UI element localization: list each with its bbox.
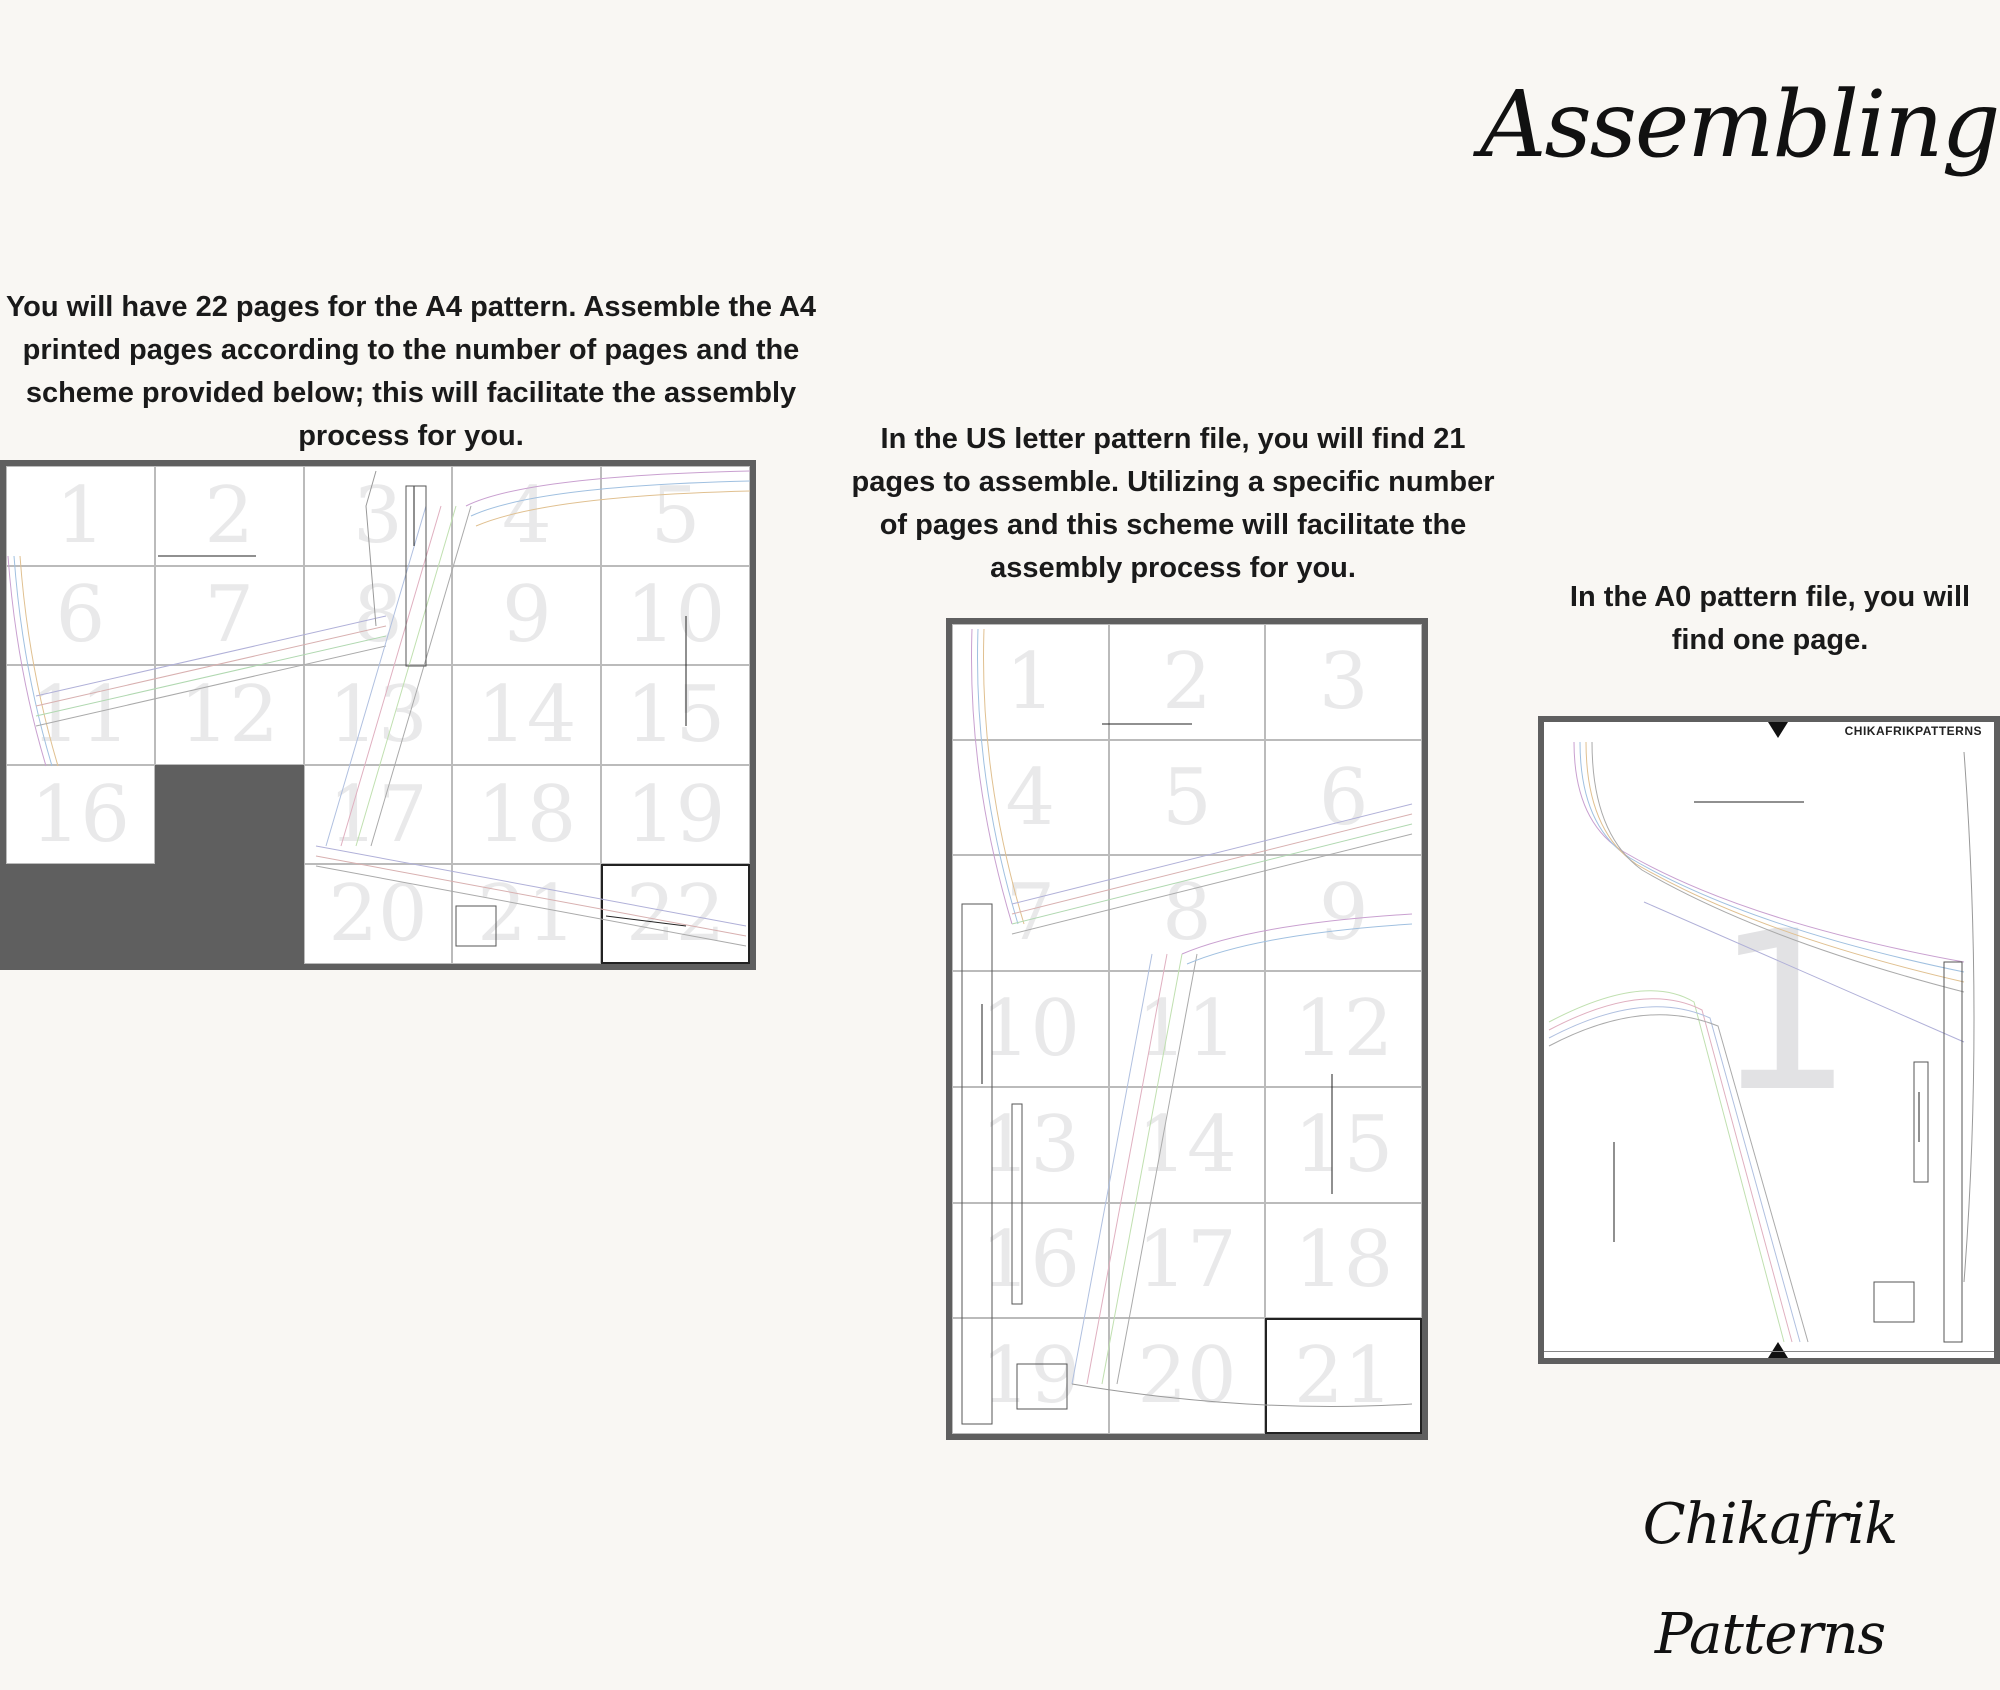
page-number: 6 — [55, 570, 106, 661]
assembly-page-tile — [952, 740, 1109, 856]
page-number: 12 — [179, 669, 279, 760]
assembly-page-tile — [601, 665, 750, 765]
us-letter-caption: In the US letter pattern file, you will find 21 pages to assemble. Utilizing a specific number of pages and this scheme will facilitate the assembly process for you. — [851, 423, 1495, 584]
assembly-page-tile — [6, 765, 155, 865]
assembly-page-tile — [1265, 740, 1422, 856]
page-number: 15 — [1294, 1099, 1394, 1190]
assembly-page-tile — [601, 765, 750, 865]
page-number: 18 — [477, 769, 577, 860]
page-number: 10 — [980, 983, 1080, 1074]
page-number: 9 — [1318, 868, 1369, 959]
brand-signature: Chikafrik Patterns — [1642, 1492, 1898, 1667]
assembly-page-tile — [1265, 1087, 1422, 1203]
page-number: 14 — [477, 669, 577, 760]
assembly-page-tile — [1109, 855, 1266, 971]
assembly-page-tile — [952, 1203, 1109, 1319]
a0-brand-label: CHIKAFRIKPATTERNS — [1844, 724, 1982, 738]
page-number: 6 — [1318, 752, 1369, 843]
assembly-page-tile — [1265, 624, 1422, 740]
assembly-page-tile — [1265, 1318, 1422, 1434]
assembly-page-tile — [601, 864, 750, 964]
assembly-page-tile — [452, 864, 601, 964]
page-number: 4 — [501, 470, 552, 561]
assembly-page-tile — [1265, 971, 1422, 1087]
page-number: 5 — [650, 470, 701, 561]
assembly-page-tile — [6, 566, 155, 666]
page-number: 8 — [353, 570, 403, 661]
a0-assembly-scheme — [1538, 716, 2000, 1364]
assembly-page-tile — [952, 1318, 1109, 1434]
page-number: 10 — [625, 570, 726, 661]
page-number: 20 — [1137, 1331, 1237, 1422]
assembly-page-tile — [1109, 740, 1266, 856]
page-number: 15 — [625, 669, 726, 760]
us-letter-assembly-scheme — [946, 618, 1428, 1440]
page-number: 17 — [328, 769, 428, 860]
assembly-page-tile — [952, 855, 1109, 971]
assembly-page-tile — [601, 466, 750, 566]
assembly-page-tile — [6, 665, 155, 765]
page-number: 19 — [980, 1331, 1080, 1422]
assembly-page-tile — [1109, 624, 1266, 740]
assembly-page-tile — [1109, 971, 1266, 1087]
assembly-page-tile — [1265, 855, 1422, 971]
page-number: 4 — [1005, 752, 1056, 843]
page-number: 13 — [328, 669, 428, 760]
page-number: 8 — [1162, 868, 1212, 959]
a0-caption: In the A0 pattern file, you will find one page. — [1569, 581, 1971, 656]
page-number: 7 — [204, 570, 255, 661]
a4-assembly-scheme — [0, 460, 756, 970]
assembly-page-tile — [155, 566, 304, 666]
page-number: 7 — [1005, 868, 1056, 959]
assembly-page-tile — [952, 624, 1109, 740]
assembly-page-tile — [155, 665, 304, 765]
page-number: 9 — [501, 570, 552, 661]
page-number: 22 — [625, 869, 726, 960]
page-number: 16 — [980, 1215, 1080, 1306]
assembly-page-tile — [952, 971, 1109, 1087]
page-number: 2 — [204, 470, 255, 561]
assembly-page-tile — [304, 864, 453, 964]
page-number: 20 — [328, 869, 428, 960]
assembly-page-tile — [304, 566, 453, 666]
page-number: 14 — [1137, 1099, 1237, 1190]
assembly-page-tile — [452, 566, 601, 666]
page-number: 1 — [55, 470, 106, 561]
assembly-page-tile — [304, 665, 453, 765]
us-letter-tile-grid — [952, 624, 1422, 1434]
page-number: 18 — [1294, 1215, 1394, 1306]
page-number: 3 — [1318, 636, 1369, 727]
a0-bottom-marker-icon — [1768, 1342, 1788, 1358]
assembly-page-tile — [452, 466, 601, 566]
assembly-page-tile — [1109, 1203, 1266, 1319]
a0-page-number: 1 — [1714, 884, 1854, 1140]
assembly-page-tile — [6, 466, 155, 566]
page-number: 2 — [1162, 636, 1212, 727]
a0-bottom-edge — [1544, 1351, 1994, 1352]
page-number: 17 — [1137, 1215, 1237, 1306]
page-number: 1 — [1005, 636, 1056, 727]
a4-tile-grid — [6, 466, 750, 964]
page-number: 13 — [980, 1099, 1080, 1190]
assembly-page-tile — [1265, 1203, 1422, 1319]
page-number: 5 — [1162, 752, 1212, 843]
page-number: 19 — [625, 769, 726, 860]
assembly-page-tile — [1109, 1087, 1266, 1203]
assembly-page-tile — [304, 466, 453, 566]
assembly-page-tile — [1109, 1318, 1266, 1434]
page-number: 11 — [1137, 983, 1237, 1074]
a0-top-marker-icon — [1768, 722, 1788, 738]
page-title: Assembling — [1480, 71, 1999, 178]
page-number: 21 — [477, 869, 577, 960]
assembly-page-tile — [952, 1087, 1109, 1203]
assembly-page-tile — [452, 765, 601, 865]
page-number: 3 — [353, 470, 403, 561]
assembly-page-tile — [304, 765, 453, 865]
page-number: 21 — [1294, 1331, 1394, 1422]
page-number: 16 — [30, 769, 131, 860]
assembly-page-tile — [452, 665, 601, 765]
page-number: 12 — [1294, 983, 1394, 1074]
page-number: 11 — [30, 669, 131, 760]
a4-caption: You will have 22 pages for the A4 pattern. Assemble the A4 printed pages according to the number of pages and the scheme provided below; this will facilitate the assembly process for you. — [5, 291, 817, 452]
assembly-page-tile — [155, 466, 304, 566]
assembly-page-tile — [601, 566, 750, 666]
